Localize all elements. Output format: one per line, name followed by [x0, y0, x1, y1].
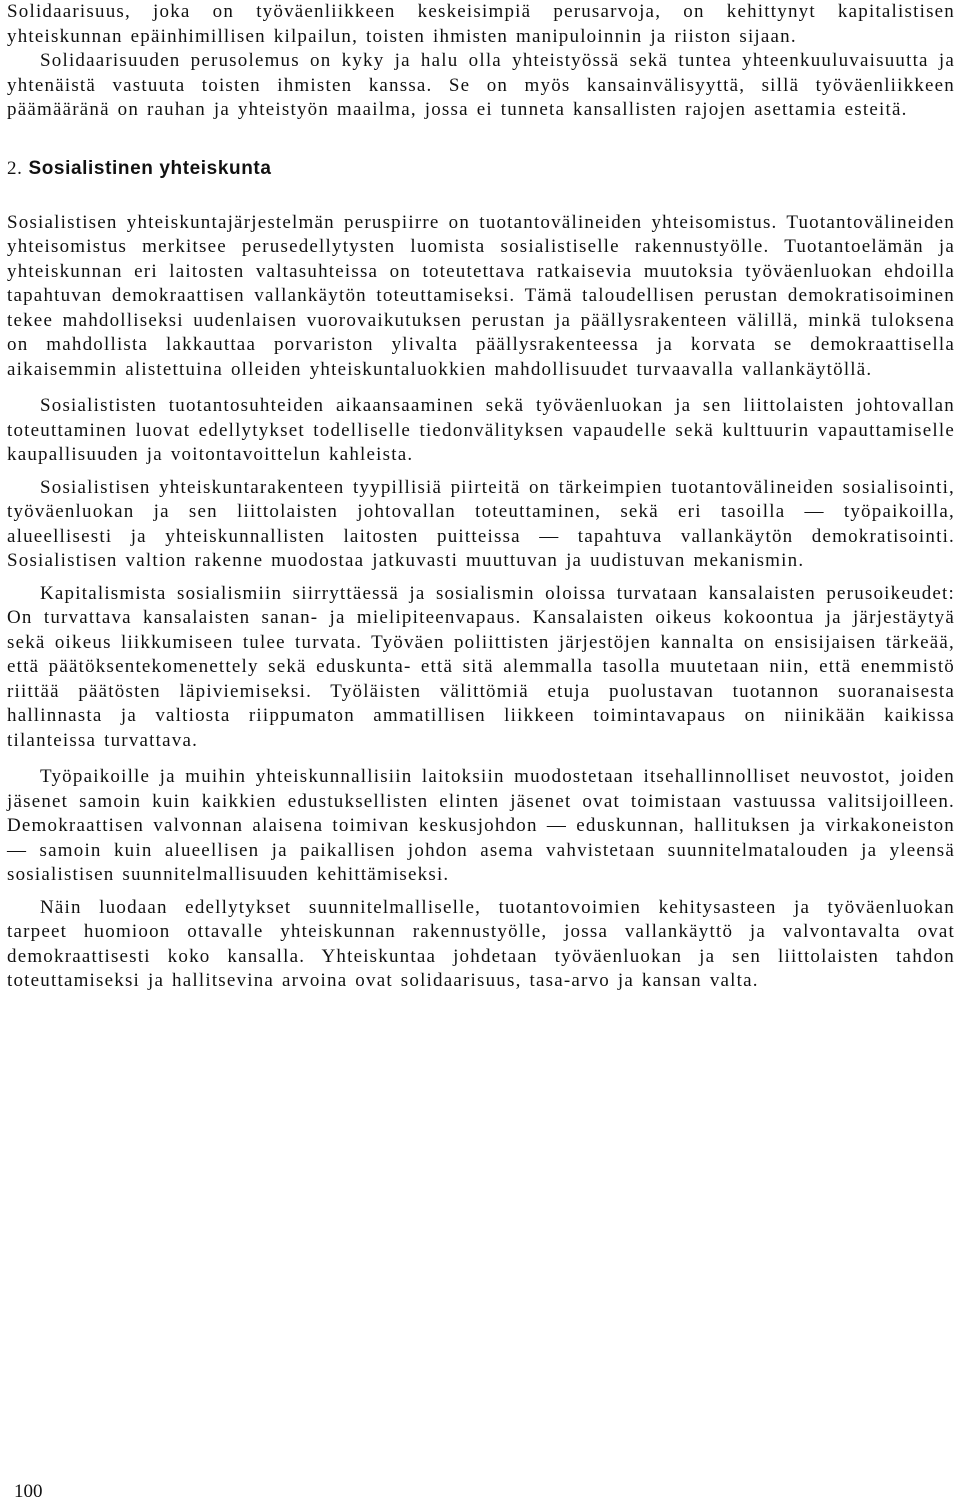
body-paragraph-2: Sosialististen tuotantosuhteiden aikaansaaminen sekä työväenluokan ja sen liittolaisten johtovallan toteuttaminen luovat edellytykset todelliselle tiedonvälityksen vapaudelle sekä kulttuurin vapauttamiselle kaupallisuuden ja voitontavoittelun kahleista.	[7, 395, 955, 465]
body-paragraph-4: Kapitalismista sosialismiin siirryttäessä ja sosialismin oloissa turvataan kansalaisten perusoikeudet: On turvattava kansalaisten sanan- ja mielipiteenvapaus. Kansalaisten oikeus kokoontua ja järjestäytyä sekä oikeus liikkumiseen tulee turvata. Työväen poliittisten järjestöjen kannalta on ensisijaisen tärkeää, että päätöksentekomenettely sekä eduskunta- että sitä alemmalla tasolla muutetaan niin, että enemmistö riittää päätösten läpiviemiseksi. Työläisten välittömiä etuja puolustavan tuotannon suoranaisesta hallinnasta ja valtiosta riippumaton ammatillisen liikkeen toimintavapaus on niinikään kaikissa tilanteissa turvattava.	[7, 582, 955, 751]
section-title: Sosialistinen yhteiskunta	[28, 157, 272, 179]
body-paragraph-5: Työpaikoille ja muihin yhteiskunnallisiin laitoksiin muodostetaan itsehallinnolliset neuvostot, joiden jäsenet samoin kuin kaikkien edustuksellisten elinten jäsenet ovat toimistaan vastuussa valitsijoilleen. Demokraattisen valvonnan alaisena toimivan keskusjohdon — eduskunnan, hallituksen ja virkakoneiston — samoin kuin alueellisen ja paikallisen johdon asema vahvistetaan suunnitelmatalouden ja yleensä sosialistisen suunnitelmallisuuden kehittämiseksi.	[7, 766, 955, 885]
intro-paragraph-1: Solidaarisuus, joka on työväenliikkeen keskeisimpiä perusarvoja, on kehittynyt kapitalistisen yhteiskunnan epäinhimillisen kilpailun, toisten ihmisten manipuloinnin ja riiston sijaan.	[7, 1, 955, 47]
document-page	[7, 0, 955, 994]
section-heading	[7, 157, 955, 181]
intro-paragraph-2: Solidaarisuuden perusolemus on kyky ja halu olla yhteistyössä sekä tuntea yhteenkuuluvaisuutta ja yhtenäistä vastuuta toisten ihmisten kanssa. Se on myös kansainvälisyyttä, sillä työväenliikkeen päämääränä on rauhan ja yhteistyön maailma, jossa ei tunneta kansallisten rajojen asettamia esteitä.	[7, 50, 955, 120]
body-paragraph-6: Näin luodaan edellytykset suunnitelmalliselle, tuotantovoimien kehitysasteen ja työväenluokan tarpeet huomioon ottavalle yhteiskunnan rakennustyölle, jossa vallankäyttö ja valvontavalta ovat demokraattisesti koko kansalla. Yhteiskuntaa johdetaan työväenluokan ja sen liittolaisten tahdon toteuttamiseksi ja hallitsevina arvoina ovat solidaarisuus, tasa-arvo ja kansan valta.	[7, 896, 955, 991]
section-number: 2.	[7, 157, 23, 179]
page-number: 100	[14, 1481, 43, 1502]
body-paragraph-3: Sosialistisen yhteiskuntarakenteen tyypillisiä piirteitä on tärkeimpien tuotantovälineiden sosialisointi, työväenluokan ja sen liittolaisten johtovallan toteuttaminen, sekä eri tasoilla — työpaikoilla, alueellisesti ja yhteiskunnallisten laitosten puitteissa — tapahtuva vallankäytön demokratisointi. Sosialistisen valtion rakenne muodostaa jatkuvasti muuttuvan ja uudistuvan mekanismin.	[7, 476, 955, 571]
body-paragraph-1: Sosialistisen yhteiskuntajärjestelmän peruspiirre on tuotantovälineiden yhteisomistus. Tuotantovälineiden yhteisomistus merkitsee perusedellytysten luomista sosialistiselle rakennustyölle. Tuotantoelämän ja yhteiskunnan eri laitosten valtasuhteissa on toteutettava ratkaisevia muutoksia työväenluokan ehdoilla tapahtuvan demokraattisen vallankäytön toteuttamiseksi. Tämä taloudellisen perustan demokratisoiminen tekee mahdolliseksi uudenlaisen vuorovaikutuksen perustan ja päällysrakenteen välillä, minkä tuloksena on mahdollista lakkauttaa porvariston ylivalta päällysrakenteessa ja korvata se demokraattisella aikaisemmin alistettuina olleiden yhteiskuntaluokkien mahdollisuudet turvaavalla vallankäytöllä.	[7, 211, 955, 380]
